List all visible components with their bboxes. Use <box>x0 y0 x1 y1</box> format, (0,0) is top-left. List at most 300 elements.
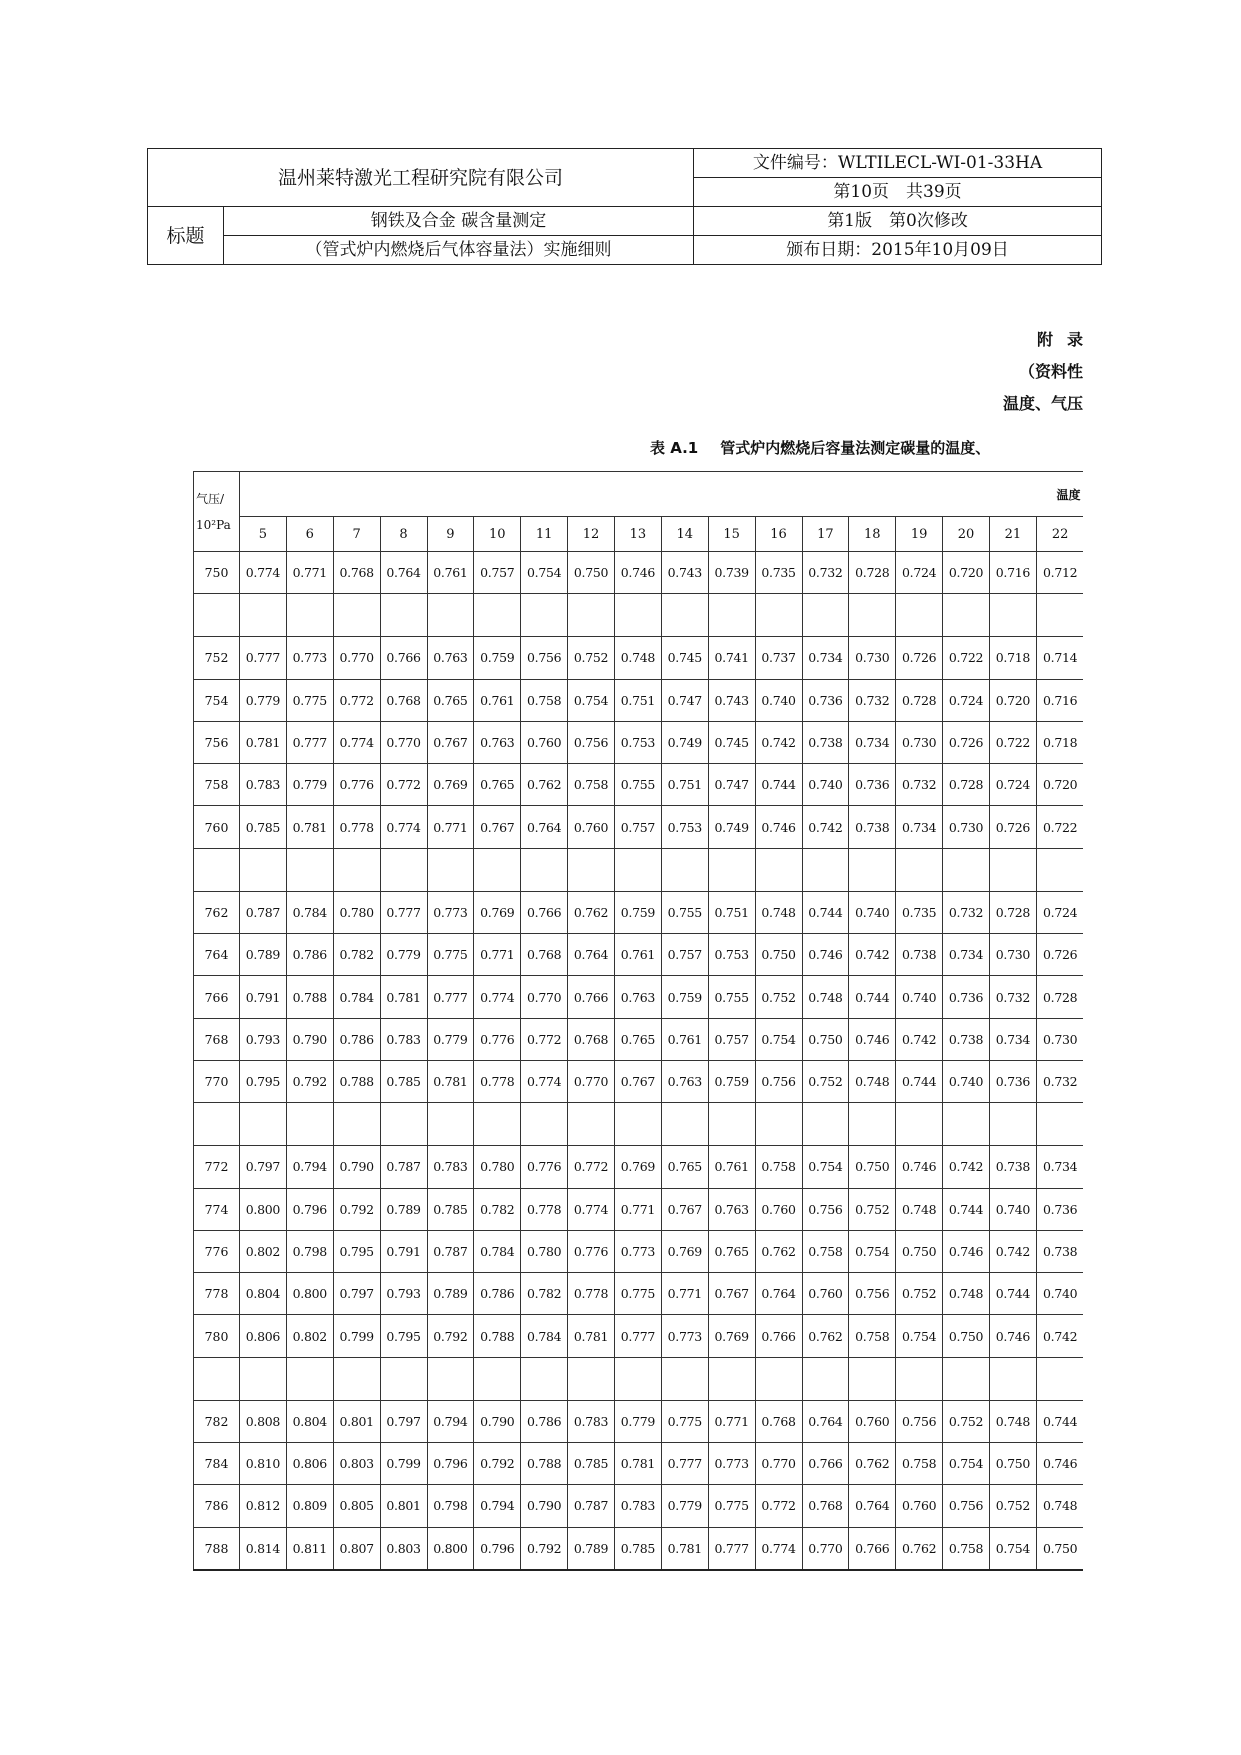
factor-cell: 0.728 <box>849 552 896 594</box>
factor-cell: 0.800 <box>286 1273 333 1315</box>
appendix-subject: 温度、气压 <box>1002 394 1083 413</box>
empty-cell <box>802 1357 849 1400</box>
factor-cell: 0.767 <box>615 1060 662 1102</box>
factor-cell: 0.777 <box>427 976 474 1018</box>
factor-cell: 0.746 <box>755 806 802 848</box>
factor-cell: 0.748 <box>755 891 802 933</box>
empty-cell <box>286 1103 333 1146</box>
factor-cell: 0.769 <box>708 1315 755 1357</box>
factor-cell: 0.751 <box>661 764 708 806</box>
empty-cell <box>194 1357 240 1400</box>
factor-cell: 0.771 <box>286 552 333 594</box>
factor-cell: 0.778 <box>333 806 380 848</box>
temperature-cell: 14 <box>661 517 708 552</box>
issue-date: 颁布日期：2015年10月09日 <box>694 236 1102 265</box>
factor-cell: 0.780 <box>474 1146 521 1188</box>
factor-cell: 0.756 <box>521 637 568 679</box>
factor-cell: 0.734 <box>849 721 896 763</box>
empty-cell <box>990 1357 1037 1400</box>
factor-cell: 0.742 <box>802 806 849 848</box>
factor-cell: 0.750 <box>990 1443 1037 1485</box>
factor-cell: 0.774 <box>568 1188 615 1230</box>
factor-cell: 0.753 <box>661 806 708 848</box>
factor-cell: 0.754 <box>990 1527 1037 1570</box>
factor-cell: 0.764 <box>802 1400 849 1442</box>
factor-cell: 0.787 <box>240 891 287 933</box>
factor-cell: 0.724 <box>1036 891 1083 933</box>
factor-cell: 0.797 <box>380 1400 427 1442</box>
factor-cell: 0.802 <box>240 1230 287 1272</box>
factor-cell: 0.758 <box>521 679 568 721</box>
empty-cell <box>708 594 755 637</box>
factor-cell: 0.771 <box>708 1400 755 1442</box>
factor-cell: 0.773 <box>286 637 333 679</box>
factor-cell: 0.740 <box>943 1060 990 1102</box>
factor-cell: 0.770 <box>333 637 380 679</box>
factor-cell: 0.767 <box>708 1273 755 1315</box>
factor-cell: 0.758 <box>943 1527 990 1570</box>
factor-cell: 0.777 <box>240 637 287 679</box>
factor-cell: 0.785 <box>240 806 287 848</box>
empty-cell <box>1036 594 1083 637</box>
factor-cell: 0.778 <box>521 1188 568 1230</box>
factor-cell: 0.753 <box>615 721 662 763</box>
factor-cell: 0.774 <box>380 806 427 848</box>
factor-cell: 0.738 <box>802 721 849 763</box>
factor-cell: 0.786 <box>474 1273 521 1315</box>
factor-cell: 0.747 <box>708 764 755 806</box>
factor-cell: 0.794 <box>474 1485 521 1527</box>
empty-cell <box>333 594 380 637</box>
pressure-cell: 774 <box>194 1188 240 1230</box>
factor-cell: 0.781 <box>286 806 333 848</box>
factor-cell: 0.738 <box>896 934 943 976</box>
page-number: 第10页 共39页 <box>694 178 1102 207</box>
factor-cell: 0.750 <box>568 552 615 594</box>
empty-cell <box>194 848 240 891</box>
factor-cell: 0.762 <box>568 891 615 933</box>
pressure-cell: 760 <box>194 806 240 848</box>
empty-cell <box>240 594 287 637</box>
factor-cell: 0.754 <box>521 552 568 594</box>
factor-cell: 0.756 <box>896 1400 943 1442</box>
factor-cell: 0.728 <box>943 764 990 806</box>
factor-cell: 0.750 <box>896 1230 943 1272</box>
empty-cell <box>661 594 708 637</box>
temperature-cell: 22 <box>1036 517 1083 552</box>
factor-cell: 0.782 <box>521 1273 568 1315</box>
factor-cell: 0.724 <box>943 679 990 721</box>
factor-cell: 0.796 <box>474 1527 521 1570</box>
factor-cell: 0.763 <box>708 1188 755 1230</box>
temperature-cell: 10 <box>474 517 521 552</box>
factor-cell: 0.789 <box>380 1188 427 1230</box>
table-row <box>194 1018 1084 1060</box>
empty-cell <box>380 848 427 891</box>
factor-cell: 0.743 <box>708 679 755 721</box>
empty-cell <box>615 594 662 637</box>
factor-cell: 0.796 <box>427 1443 474 1485</box>
empty-cell <box>240 1357 287 1400</box>
factor-cell: 0.781 <box>380 976 427 1018</box>
factor-cell: 0.730 <box>1036 1018 1083 1060</box>
factor-cell: 0.756 <box>755 1060 802 1102</box>
factor-cell: 0.761 <box>661 1018 708 1060</box>
factor-cell: 0.760 <box>802 1273 849 1315</box>
factor-cell: 0.736 <box>849 764 896 806</box>
factor-cell: 0.763 <box>661 1060 708 1102</box>
table-caption-number: 表 A.1 <box>650 439 699 457</box>
factor-cell: 0.790 <box>474 1400 521 1442</box>
empty-cell <box>661 1103 708 1146</box>
factor-cell: 0.786 <box>521 1400 568 1442</box>
factor-cell: 0.728 <box>896 679 943 721</box>
empty-cell <box>943 1103 990 1146</box>
table-row <box>194 934 1084 976</box>
factor-cell: 0.744 <box>849 976 896 1018</box>
factor-cell: 0.746 <box>849 1018 896 1060</box>
factor-cell: 0.771 <box>474 934 521 976</box>
factor-cell: 0.774 <box>333 721 380 763</box>
factor-cell: 0.742 <box>943 1146 990 1188</box>
factor-cell: 0.770 <box>755 1443 802 1485</box>
document-header-table <box>147 148 1102 265</box>
empty-cell <box>943 1357 990 1400</box>
temperature-cell: 11 <box>521 517 568 552</box>
factor-cell: 0.744 <box>802 891 849 933</box>
factor-cell: 0.752 <box>849 1188 896 1230</box>
factor-cell: 0.737 <box>755 637 802 679</box>
factor-cell: 0.759 <box>615 891 662 933</box>
factor-cell: 0.785 <box>615 1527 662 1570</box>
factor-cell: 0.778 <box>474 1060 521 1102</box>
factor-cell: 0.765 <box>708 1230 755 1272</box>
factor-cell: 0.748 <box>615 637 662 679</box>
factor-cell: 0.779 <box>380 934 427 976</box>
factor-cell: 0.739 <box>708 552 755 594</box>
factor-cell: 0.772 <box>755 1485 802 1527</box>
temperature-cell: 8 <box>380 517 427 552</box>
empty-cell <box>474 594 521 637</box>
factor-cell: 0.787 <box>568 1485 615 1527</box>
factor-cell: 0.766 <box>755 1315 802 1357</box>
table-spacer-row <box>194 1357 1084 1400</box>
factor-cell: 0.751 <box>708 891 755 933</box>
factor-cell: 0.782 <box>333 934 380 976</box>
factor-cell: 0.726 <box>990 806 1037 848</box>
factor-cell: 0.722 <box>1036 806 1083 848</box>
factor-cell: 0.790 <box>521 1485 568 1527</box>
factor-cell: 0.745 <box>708 721 755 763</box>
factor-cell: 0.760 <box>896 1485 943 1527</box>
empty-cell <box>568 1103 615 1146</box>
factor-cell: 0.736 <box>802 679 849 721</box>
factor-cell: 0.793 <box>240 1018 287 1060</box>
factor-cell: 0.746 <box>896 1146 943 1188</box>
factor-cell: 0.792 <box>286 1060 333 1102</box>
empty-cell <box>427 1357 474 1400</box>
empty-cell <box>755 1357 802 1400</box>
factor-cell: 0.734 <box>802 637 849 679</box>
factor-cell: 0.798 <box>427 1485 474 1527</box>
pressure-cell: 756 <box>194 721 240 763</box>
factor-cell: 0.764 <box>521 806 568 848</box>
factor-cell: 0.812 <box>240 1485 287 1527</box>
factor-cell: 0.724 <box>896 552 943 594</box>
factor-cell: 0.792 <box>474 1443 521 1485</box>
factor-cell: 0.752 <box>568 637 615 679</box>
factor-cell: 0.734 <box>990 1018 1037 1060</box>
factor-cell: 0.773 <box>661 1315 708 1357</box>
factor-cell: 0.763 <box>474 721 521 763</box>
empty-cell <box>849 594 896 637</box>
empty-cell <box>380 594 427 637</box>
factor-cell: 0.777 <box>708 1527 755 1570</box>
empty-cell <box>286 848 333 891</box>
factor-cell: 0.795 <box>333 1230 380 1272</box>
factor-cell: 0.765 <box>661 1146 708 1188</box>
factor-cell: 0.738 <box>849 806 896 848</box>
factor-cell: 0.764 <box>380 552 427 594</box>
empty-cell <box>474 1103 521 1146</box>
factor-cell: 0.791 <box>380 1230 427 1272</box>
factor-cell: 0.756 <box>943 1485 990 1527</box>
factor-cell: 0.814 <box>240 1527 287 1570</box>
factor-cell: 0.720 <box>990 679 1037 721</box>
factor-cell: 0.760 <box>568 806 615 848</box>
factor-cell: 0.766 <box>849 1527 896 1570</box>
factor-cell: 0.788 <box>474 1315 521 1357</box>
factor-cell: 0.755 <box>708 976 755 1018</box>
factor-cell: 0.784 <box>333 976 380 1018</box>
pressure-cell: 762 <box>194 891 240 933</box>
factor-cell: 0.759 <box>474 637 521 679</box>
factor-cell: 0.734 <box>943 934 990 976</box>
factor-cell: 0.769 <box>661 1230 708 1272</box>
empty-cell <box>380 1357 427 1400</box>
factor-cell: 0.778 <box>568 1273 615 1315</box>
factor-cell: 0.796 <box>286 1188 333 1230</box>
factor-cell: 0.781 <box>240 721 287 763</box>
factor-cell: 0.772 <box>568 1146 615 1188</box>
pressure-cell: 788 <box>194 1527 240 1570</box>
factor-cell: 0.740 <box>755 679 802 721</box>
pressure-header-label: 气压/ <box>196 491 225 506</box>
factor-cell: 0.805 <box>333 1485 380 1527</box>
factor-cell: 0.800 <box>240 1188 287 1230</box>
factor-cell: 0.806 <box>286 1443 333 1485</box>
factor-cell: 0.742 <box>896 1018 943 1060</box>
factor-cell: 0.804 <box>286 1400 333 1442</box>
factor-cell: 0.742 <box>1036 1315 1083 1357</box>
factor-cell: 0.771 <box>427 806 474 848</box>
factor-cell: 0.754 <box>849 1230 896 1272</box>
pressure-cell: 764 <box>194 934 240 976</box>
empty-cell <box>521 594 568 637</box>
empty-cell <box>568 1357 615 1400</box>
factor-cell: 0.716 <box>1036 679 1083 721</box>
pressure-cell: 766 <box>194 976 240 1018</box>
factor-cell: 0.797 <box>240 1146 287 1188</box>
factor-cell: 0.791 <box>240 976 287 1018</box>
factor-cell: 0.777 <box>380 891 427 933</box>
empty-cell <box>990 594 1037 637</box>
table-caption <box>650 437 1083 458</box>
temperature-cell: 15 <box>708 517 755 552</box>
temperature-header: 温度 <box>240 472 1084 517</box>
factor-cell: 0.732 <box>1036 1060 1083 1102</box>
empty-cell <box>427 848 474 891</box>
appendix-type: （资料性 <box>1018 362 1083 381</box>
table-spacer-row <box>194 848 1084 891</box>
factor-cell: 0.800 <box>427 1527 474 1570</box>
factor-cell: 0.730 <box>849 637 896 679</box>
factor-cell: 0.749 <box>661 721 708 763</box>
factor-cell: 0.776 <box>521 1146 568 1188</box>
factor-cell: 0.748 <box>849 1060 896 1102</box>
factor-cell: 0.751 <box>615 679 662 721</box>
temperature-cell: 5 <box>240 517 287 552</box>
factor-cell: 0.754 <box>896 1315 943 1357</box>
factor-cell: 0.747 <box>661 679 708 721</box>
factor-cell: 0.757 <box>474 552 521 594</box>
table-row <box>194 1146 1084 1188</box>
factor-cell: 0.718 <box>1036 721 1083 763</box>
factor-cell: 0.786 <box>286 934 333 976</box>
factor-cell: 0.794 <box>427 1400 474 1442</box>
factor-cell: 0.784 <box>286 891 333 933</box>
factor-cell: 0.775 <box>286 679 333 721</box>
factor-cell: 0.773 <box>427 891 474 933</box>
empty-cell <box>755 594 802 637</box>
factor-cell: 0.801 <box>380 1485 427 1527</box>
table-row <box>194 1400 1084 1442</box>
factor-cell: 0.775 <box>427 934 474 976</box>
factor-cell: 0.785 <box>568 1443 615 1485</box>
factor-cell: 0.772 <box>521 1018 568 1060</box>
temperature-cell: 20 <box>943 517 990 552</box>
factor-cell: 0.758 <box>849 1315 896 1357</box>
temperature-cell: 18 <box>849 517 896 552</box>
factor-cell: 0.803 <box>333 1443 380 1485</box>
factor-cell: 0.768 <box>380 679 427 721</box>
factor-cell: 0.748 <box>943 1273 990 1315</box>
factor-cell: 0.793 <box>380 1273 427 1315</box>
factor-cell: 0.748 <box>896 1188 943 1230</box>
factor-cell: 0.788 <box>286 976 333 1018</box>
factor-cell: 0.770 <box>802 1527 849 1570</box>
temperature-cell: 19 <box>896 517 943 552</box>
factor-cell: 0.762 <box>849 1443 896 1485</box>
factor-cell: 0.762 <box>755 1230 802 1272</box>
factor-cell: 0.784 <box>521 1315 568 1357</box>
table-row <box>194 1273 1084 1315</box>
factor-cell: 0.724 <box>990 764 1037 806</box>
factor-cell: 0.795 <box>380 1315 427 1357</box>
factor-cell: 0.734 <box>1036 1146 1083 1188</box>
factor-cell: 0.718 <box>990 637 1037 679</box>
factor-cell: 0.787 <box>380 1146 427 1188</box>
factor-cell: 0.740 <box>990 1188 1037 1230</box>
factor-cell: 0.712 <box>1036 552 1083 594</box>
factor-cell: 0.790 <box>286 1018 333 1060</box>
factor-cell: 0.774 <box>521 1060 568 1102</box>
empty-cell <box>521 1357 568 1400</box>
table-row <box>194 1315 1084 1357</box>
temperature-cell: 16 <box>755 517 802 552</box>
empty-cell <box>896 848 943 891</box>
table-row <box>194 1230 1084 1272</box>
empty-cell <box>896 1357 943 1400</box>
factor-cell: 0.720 <box>943 552 990 594</box>
factor-cell: 0.763 <box>615 976 662 1018</box>
factor-cell: 0.779 <box>427 1018 474 1060</box>
factor-cell: 0.768 <box>755 1400 802 1442</box>
factor-cell: 0.770 <box>380 721 427 763</box>
factor-cell: 0.728 <box>990 891 1037 933</box>
factor-cell: 0.746 <box>943 1230 990 1272</box>
factor-cell: 0.774 <box>240 552 287 594</box>
factor-cell: 0.732 <box>943 891 990 933</box>
factor-cell: 0.736 <box>1036 1188 1083 1230</box>
version-info: 第1版 第0次修改 <box>694 207 1102 236</box>
factor-cell: 0.767 <box>661 1188 708 1230</box>
factor-cell: 0.726 <box>896 637 943 679</box>
factor-cell: 0.756 <box>802 1188 849 1230</box>
factor-cell: 0.774 <box>474 976 521 1018</box>
pressure-cell: 778 <box>194 1273 240 1315</box>
factor-cell: 0.801 <box>333 1400 380 1442</box>
factor-cell: 0.773 <box>708 1443 755 1485</box>
factor-cell: 0.738 <box>990 1146 1037 1188</box>
empty-cell <box>990 848 1037 891</box>
factor-cell: 0.781 <box>568 1315 615 1357</box>
table-row <box>194 552 1084 594</box>
factor-cell: 0.761 <box>427 552 474 594</box>
factor-cell: 0.716 <box>990 552 1037 594</box>
factor-cell: 0.789 <box>568 1527 615 1570</box>
pressure-cell: 784 <box>194 1443 240 1485</box>
factor-cell: 0.740 <box>849 891 896 933</box>
pressure-header <box>194 472 240 552</box>
pressure-cell: 780 <box>194 1315 240 1357</box>
factor-cell: 0.782 <box>474 1188 521 1230</box>
factor-cell: 0.745 <box>661 637 708 679</box>
table-header-row <box>194 472 1084 517</box>
pressure-header-unit: 10²Pa <box>196 517 231 532</box>
pressure-cell: 782 <box>194 1400 240 1442</box>
factor-cell: 0.788 <box>333 1060 380 1102</box>
factor-cell: 0.759 <box>661 976 708 1018</box>
factor-cell: 0.792 <box>427 1315 474 1357</box>
factor-cell: 0.734 <box>896 806 943 848</box>
factor-cell: 0.795 <box>240 1060 287 1102</box>
empty-cell <box>849 848 896 891</box>
table-spacer-row <box>194 1103 1084 1146</box>
factor-cell: 0.783 <box>427 1146 474 1188</box>
factor-cell: 0.754 <box>802 1146 849 1188</box>
pressure-cell: 768 <box>194 1018 240 1060</box>
factor-cell: 0.785 <box>380 1060 427 1102</box>
factor-cell: 0.748 <box>1036 1485 1083 1527</box>
factor-cell: 0.758 <box>896 1443 943 1485</box>
company-name: 温州莱特激光工程研究院有限公司 <box>148 149 694 207</box>
empty-cell <box>708 848 755 891</box>
factor-cell: 0.776 <box>474 1018 521 1060</box>
factor-cell: 0.752 <box>943 1400 990 1442</box>
table-row <box>194 721 1084 763</box>
factor-cell: 0.740 <box>802 764 849 806</box>
